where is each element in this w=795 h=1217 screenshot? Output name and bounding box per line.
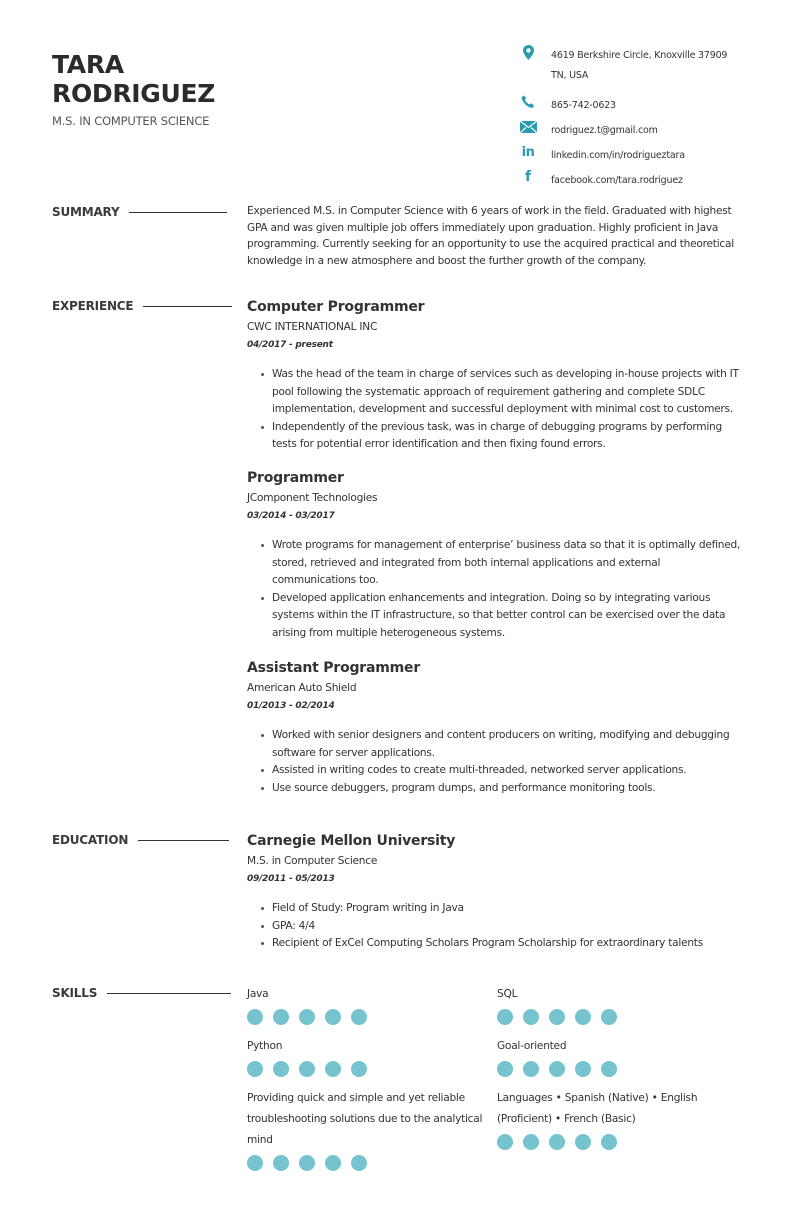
rating-dot-icon	[273, 1061, 289, 1077]
skill-item	[247, 1036, 497, 1077]
candidate-degree-title: M.S. IN COMPUTER SCIENCE	[52, 114, 210, 128]
skill-name: Goal-oriented	[497, 1040, 567, 1052]
name-last: RODRIGUEZ	[52, 79, 216, 108]
rating-dot-icon	[575, 1061, 591, 1077]
section-title: EXPERIENCE	[52, 299, 134, 313]
job-company: American Auto Shield	[247, 682, 357, 694]
job-dates: 03/2014 - 03/2017	[247, 511, 335, 521]
degree-name: M.S. in Computer Science	[247, 855, 378, 867]
skill-rating	[497, 1009, 747, 1025]
education-bullets	[247, 900, 747, 953]
rating-dot-icon	[247, 1009, 263, 1025]
list-item: Use source debuggers, program dumps, and performance monitoring tools.	[259, 780, 747, 798]
facebook-icon: f	[525, 169, 531, 185]
job-title: Assistant Programmer	[247, 660, 421, 676]
rating-dot-icon	[549, 1061, 565, 1077]
list-item: Was the head of the team in charge of services such as developing in-house projects with IT pool following the systematic approach of requirement gathering and complete SDLC implementation, development and successful deployment with minimal cost to customers.	[259, 366, 747, 419]
phone-number[interactable]: 865-742-0623	[551, 100, 616, 111]
envelope-icon	[518, 119, 538, 135]
list-item: Wrote programs for management of enterprise’ business data so that it is optimally defined, stored, retrieved and integrated from both internal applications and external communications too.	[259, 537, 747, 590]
map-pin-icon	[518, 44, 538, 60]
rating-dot-icon	[575, 1134, 591, 1150]
address-line2: TN, USA	[551, 70, 589, 81]
rating-dot-icon	[299, 1009, 315, 1025]
rating-dot-icon	[497, 1134, 513, 1150]
address-line1: 4619 Berkshire Circle, Knoxville 37909	[551, 50, 728, 61]
section-divider	[143, 306, 232, 307]
section-heading-experience	[52, 299, 232, 313]
job-company: JComponent Technologies	[247, 492, 378, 504]
rating-dot-icon	[351, 1155, 367, 1171]
rating-dot-icon	[299, 1061, 315, 1077]
section-title: EDUCATION	[52, 833, 129, 847]
section-heading-summary	[52, 205, 227, 219]
contact-list	[518, 42, 768, 192]
job-title: Programmer	[247, 470, 344, 486]
education-dates: 09/2011 - 05/2013	[247, 874, 335, 884]
rating-dot-icon	[351, 1009, 367, 1025]
skill-item	[247, 984, 497, 1025]
job-entry	[247, 468, 747, 642]
rating-dot-icon	[549, 1134, 565, 1150]
list-item: Independently of the previous task, was in charge of debugging programs by performing tests for potential error identification and then fixing found errors.	[259, 419, 747, 454]
rating-dot-icon	[273, 1155, 289, 1171]
skill-name: Languages • Spanish (Native) • English (Proficient) • French (Basic)	[497, 1092, 698, 1125]
skill-rating	[247, 1155, 492, 1171]
job-title: Computer Programmer	[247, 299, 425, 315]
section-heading-skills	[52, 986, 231, 1000]
section-title: SUMMARY	[52, 205, 120, 219]
skill-rating	[497, 1134, 707, 1150]
facebook-url[interactable]: facebook.com/tara.rodriguez	[551, 175, 683, 186]
contact-facebook	[518, 167, 768, 192]
section-heading-education	[52, 833, 229, 847]
rating-dot-icon	[497, 1061, 513, 1077]
job-company: CWC INTERNATIONAL INC	[247, 321, 378, 333]
contact-linkedin	[518, 142, 768, 167]
rating-dot-icon	[325, 1155, 341, 1171]
rating-dot-icon	[523, 1009, 539, 1025]
skill-item	[247, 1088, 492, 1171]
list-item: Developed application enhancements and integration. Doing so by integrating various systems within the IT infrastructure, so that better control can be exercised over the data arising from multiple heterogeneous systems.	[259, 590, 747, 643]
section-divider	[129, 212, 227, 213]
candidate-name	[52, 50, 215, 108]
skill-item	[497, 984, 747, 1025]
job-entry	[247, 297, 747, 454]
job-dates: 04/2017 - present	[247, 340, 333, 350]
contact-email	[518, 117, 768, 142]
rating-dot-icon	[351, 1061, 367, 1077]
rating-dot-icon	[601, 1009, 617, 1025]
rating-dot-icon	[601, 1134, 617, 1150]
rating-dot-icon	[325, 1061, 341, 1077]
rating-dot-icon	[273, 1009, 289, 1025]
rating-dot-icon	[575, 1009, 591, 1025]
skill-item	[497, 1036, 747, 1077]
summary-text: Experienced M.S. in Computer Science with 6 years of work in the field. Graduated with highest GPA and was given multiple job offers immediately upon graduation. Highly proficient in Java programming. Currently seeking for an opportunity to use the acquired practical and theoretical knowledge in a new atmosphere and boost the further growth of the company.	[247, 205, 734, 267]
skill-rating	[247, 1061, 497, 1077]
rating-dot-icon	[497, 1009, 513, 1025]
list-item: Recipient of ExCel Computing Scholars Program Scholarship for extraordinary talents	[259, 935, 747, 953]
contact-address	[518, 42, 768, 92]
list-item: Field of Study: Program writing in Java	[259, 900, 747, 918]
section-title: SKILLS	[52, 986, 98, 1000]
rating-dot-icon	[523, 1134, 539, 1150]
linkedin-icon: in	[521, 144, 535, 160]
skill-rating	[497, 1061, 747, 1077]
job-bullets	[247, 727, 747, 797]
list-item: GPA: 4/4	[259, 918, 747, 936]
skill-name: SQL	[497, 988, 518, 1000]
email-address[interactable]: rodriguez.t@gmail.com	[551, 125, 658, 136]
job-bullets	[247, 366, 747, 454]
section-divider	[107, 993, 231, 994]
skill-name: Java	[247, 988, 269, 1000]
school-name: Carnegie Mellon University	[247, 833, 456, 849]
skill-name: Providing quick and simple and yet reliable troubleshooting solutions due to the analytical mind	[247, 1092, 483, 1146]
job-entry	[247, 658, 747, 797]
job-dates: 01/2013 - 02/2014	[247, 701, 335, 711]
skill-name: Python	[247, 1040, 283, 1052]
rating-dot-icon	[549, 1009, 565, 1025]
skill-rating	[247, 1009, 497, 1025]
section-divider	[138, 840, 229, 841]
list-item: Worked with senior designers and content producers on writing, modifying and debugging software for server applications.	[259, 727, 747, 762]
linkedin-url[interactable]: linkedin.com/in/rodrigueztara	[551, 150, 685, 161]
job-bullets	[247, 537, 747, 642]
rating-dot-icon	[325, 1009, 341, 1025]
name-first: TARA	[52, 50, 124, 79]
skill-item	[497, 1088, 707, 1150]
rating-dot-icon	[523, 1061, 539, 1077]
rating-dot-icon	[601, 1061, 617, 1077]
contact-phone	[518, 92, 768, 117]
rating-dot-icon	[247, 1061, 263, 1077]
rating-dot-icon	[299, 1155, 315, 1171]
education-entry	[247, 831, 747, 953]
list-item: Assisted in writing codes to create multi-threaded, networked server applications.	[259, 762, 747, 780]
phone-icon	[518, 94, 538, 110]
rating-dot-icon	[247, 1155, 263, 1171]
